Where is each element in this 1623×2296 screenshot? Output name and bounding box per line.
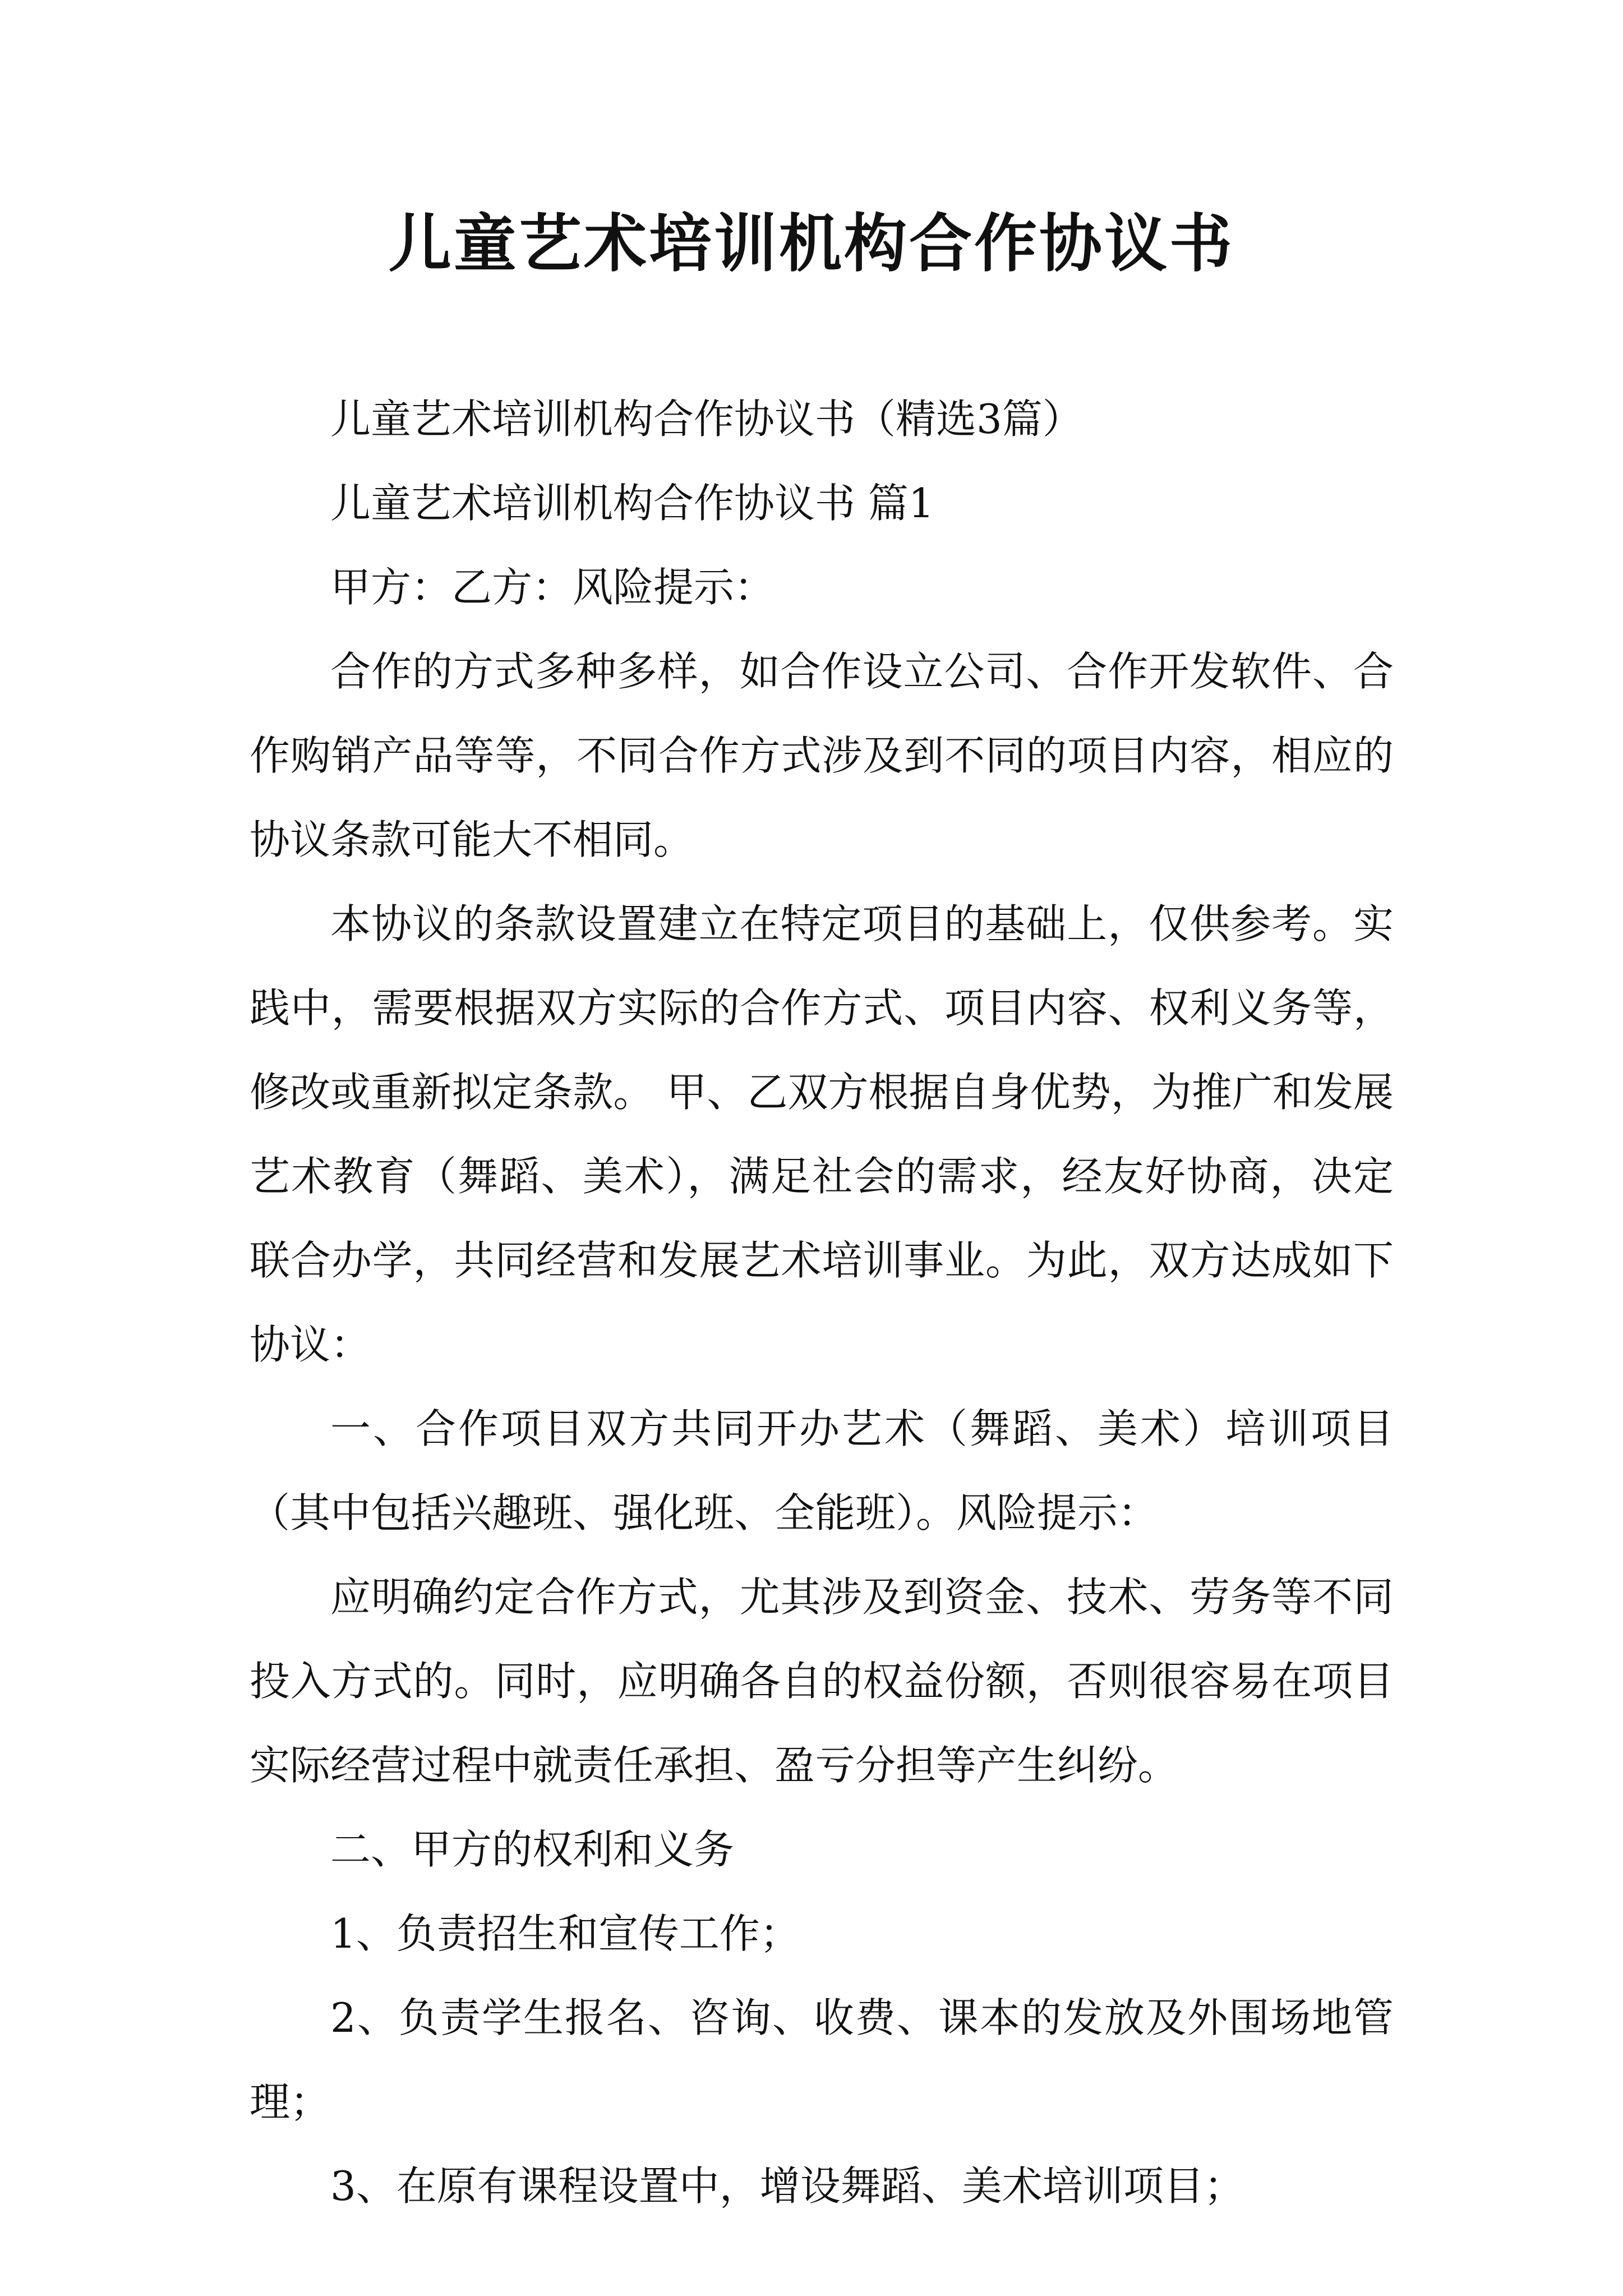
document-body — [250, 377, 1394, 2228]
paragraph-section-heading: 儿童艺术培训机构合作协议书 篇1 — [330, 480, 934, 527]
paragraph-clause-heading: 二、甲方的权利和义务 — [330, 1826, 735, 1873]
paragraph: 应明确约定合作方式，尤其涉及到资金、技术、劳务等不同投入方式的。同时，应明确各自的权益份额，否则很容易在项目实际经营过程中就责任承担、盈亏分担等产生纠纷。 — [250, 1573, 1394, 1789]
paragraph-list-item: 1、负责招生和宣传工作； — [330, 1910, 800, 1957]
paragraph: 一、合作项目双方共同开办艺术（舞蹈、美术）培训项目（其中包括兴趣班、强化班、全能班）。风险提示： — [250, 1405, 1394, 1536]
document-title: 儿童艺术培训机构合作协议书 — [389, 207, 1234, 280]
paragraph-list-item: 3、在原有课程设置中，增设舞蹈、美术培训项目； — [330, 2162, 1244, 2210]
paragraph-subtitle: 儿童艺术培训机构合作协议书（精选3篇） — [330, 395, 1083, 443]
paragraph: 本协议的条款设置建立在特定项目的基础上，仅供参考。实践中，需要根据双方实际的合作方式、项目内容、权利义务等，修改或重新拟定条款。 甲、乙双方根据自身优势，为推广和发展艺术教育（舞蹈、美术），满足社会的需求，经友好协商，决定联合办学，共同经营和发展艺术培训事业。为此，双方达成如下协议： — [250, 900, 1394, 1368]
paragraph: 合作的方式多种多样，如合作设立公司、合作开发软件、合作购销产品等等，不同合作方式涉及到不同的项目内容，相应的协议条款可能大不相同。 — [250, 648, 1394, 863]
paragraph-parties: 甲方：乙方：风险提示： — [330, 564, 775, 611]
paragraph-list-item: 2、负责学生报名、咨询、收费、课本的发放及外围场地管理； — [250, 1994, 1394, 2125]
